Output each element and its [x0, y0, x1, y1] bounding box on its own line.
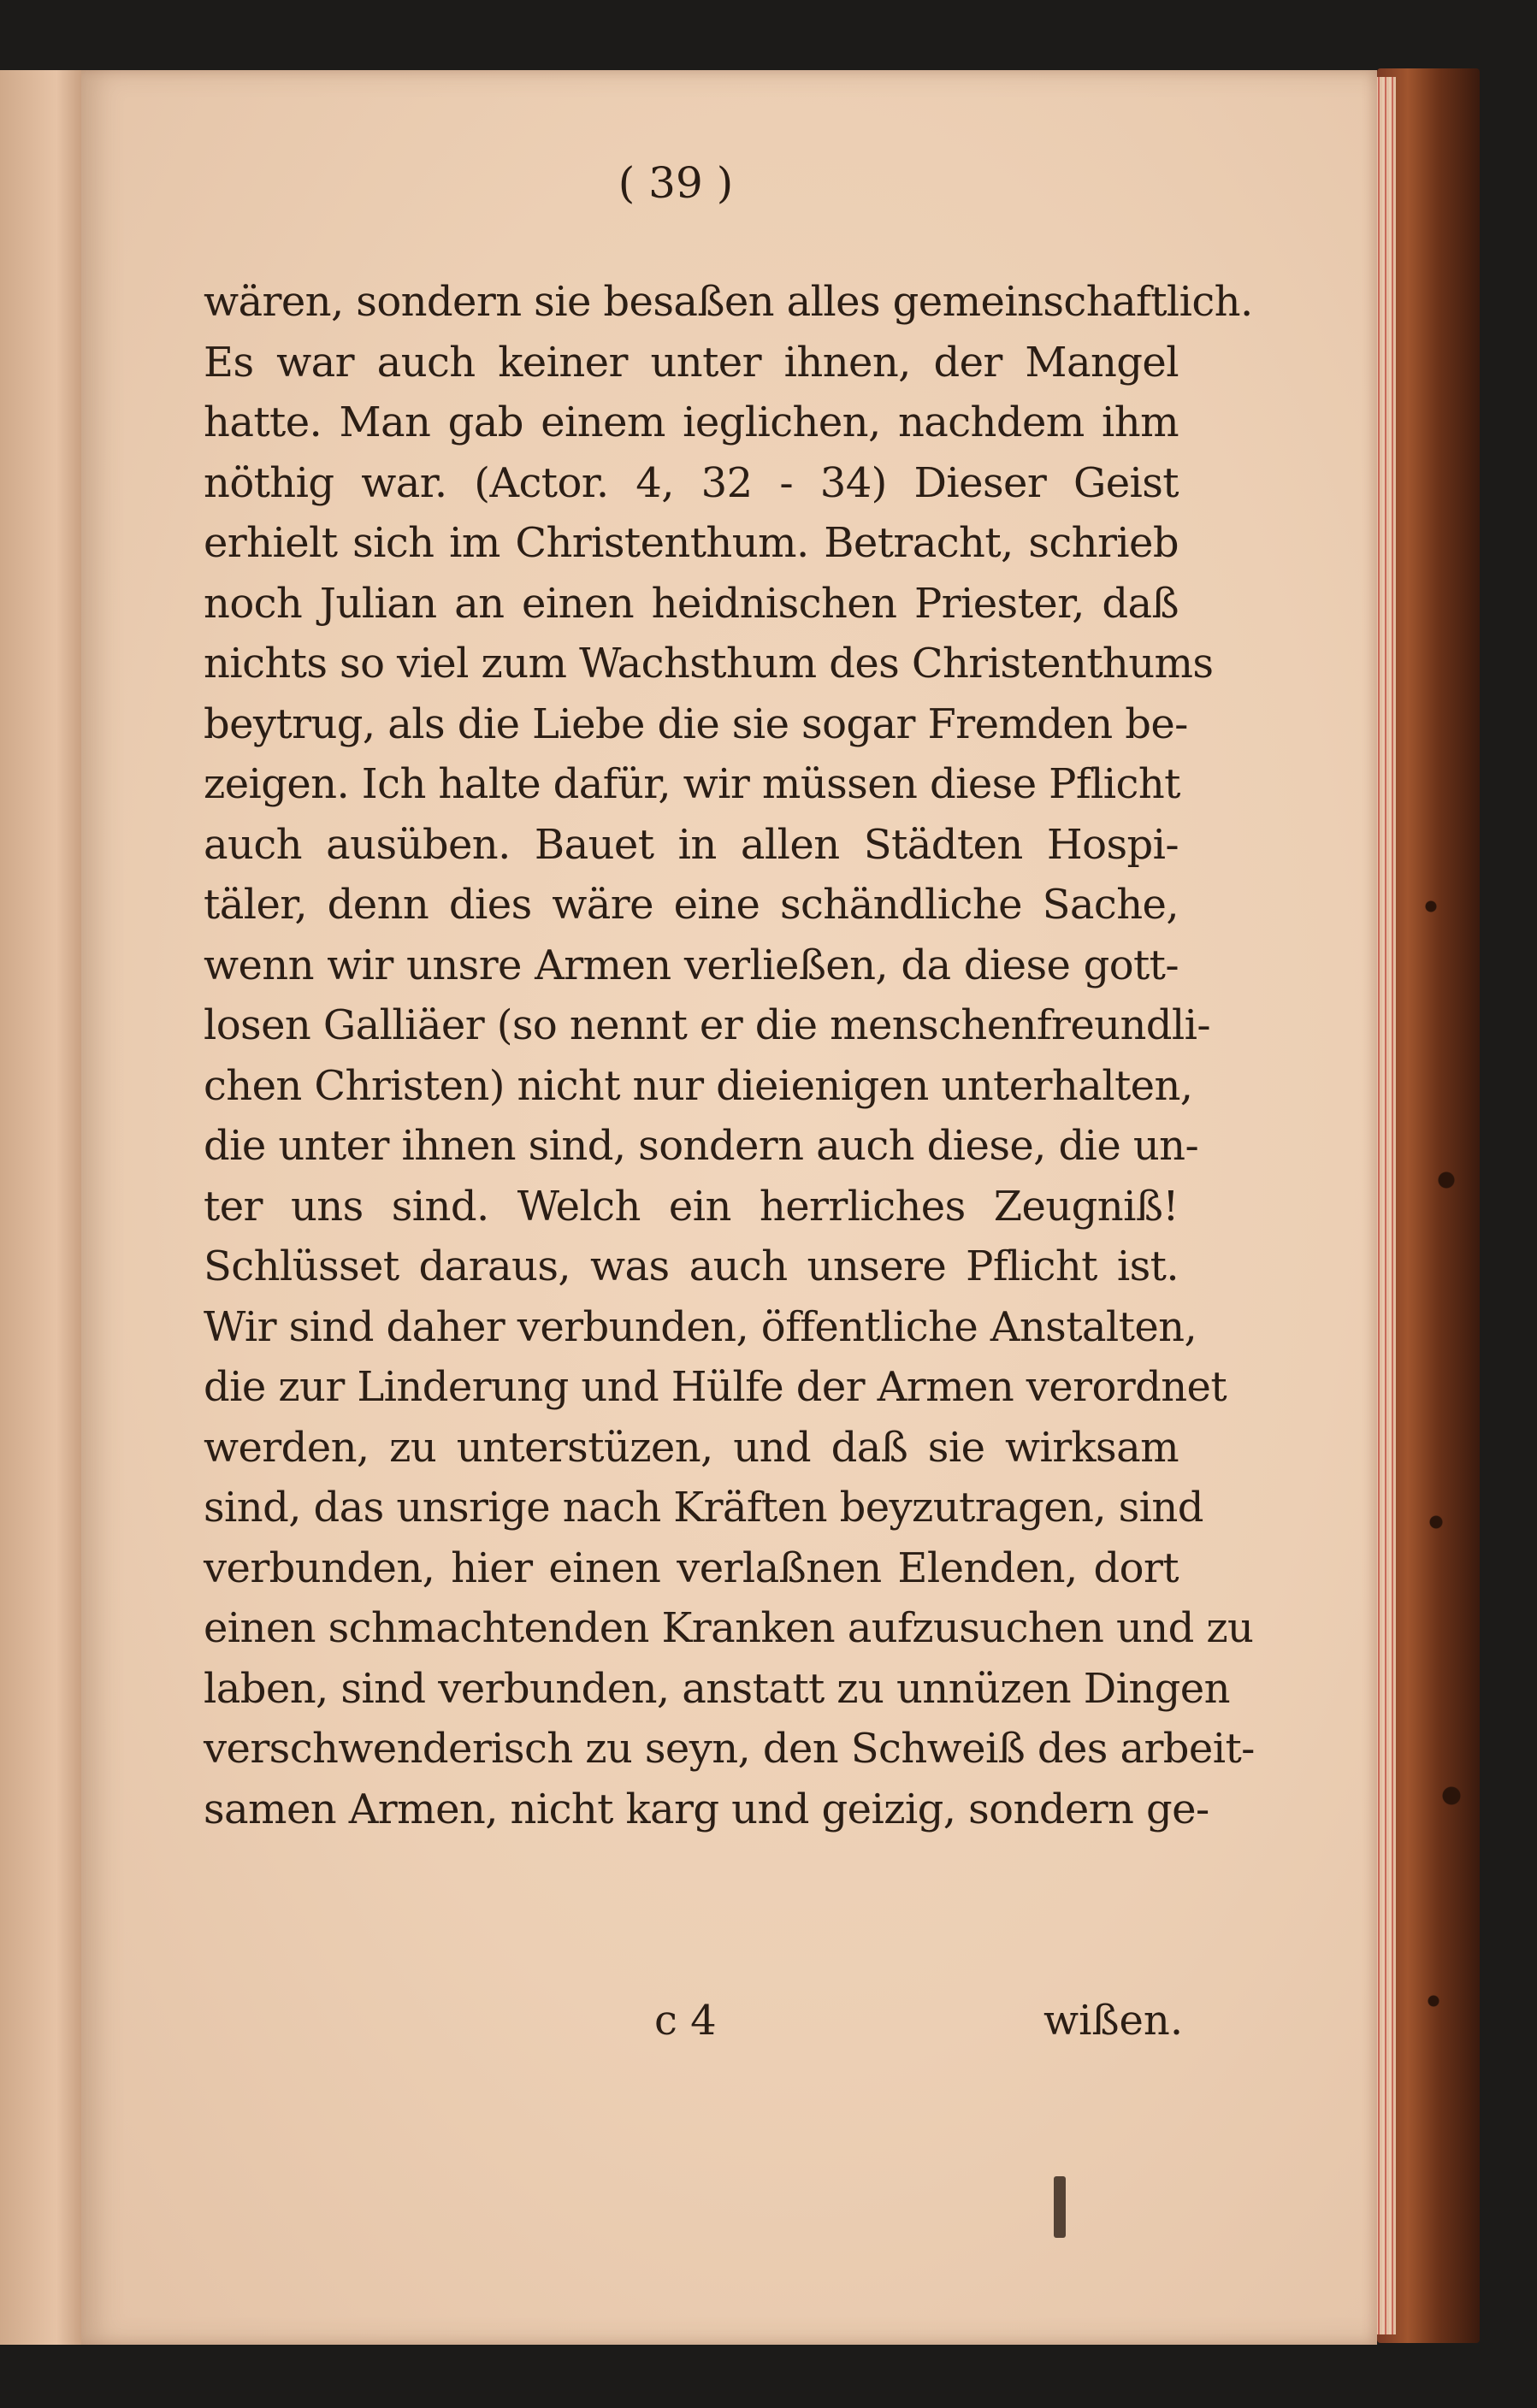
text-line: nöthig war. (Actor. 4, 32 - 34) Dieser Geist [204, 458, 1179, 507]
text-line: sind, das unsrige nach Kräften beyzutragen, sind [204, 1484, 1203, 1532]
text-line: einen schmachtenden Kranken aufzusuchen und zu [204, 1604, 1254, 1652]
text-line: Schlüsset daraus, was auch unsere Pflicht ist. [204, 1242, 1179, 1290]
text-line: beytrug, als die Liebe die sie sogar Fremden be- [204, 699, 1188, 748]
text-line: auch ausüben. Bauet in allen Städten Hospi- [204, 820, 1179, 869]
facing-page-edge [0, 70, 94, 2345]
text-line: nichts so viel zum Wachsthum des Christenthums [204, 640, 1214, 688]
text-line: verbunden, hier einen verlaßnen Elenden, dort [204, 1543, 1179, 1592]
text-line: laben, sind verbunden, anstatt zu unnüzen Dingen [204, 1664, 1230, 1713]
text-line: wenn wir unsre Armen verließen, da diese gott- [204, 941, 1179, 989]
text-line: zeigen. Ich halte dafür, wir müssen diese Pflicht [204, 760, 1180, 808]
text-line: Es war auch keiner unter ihnen, der Mangel [204, 338, 1179, 387]
text-line: chen Christen) nicht nur dieienigen unterhalten, [204, 1061, 1193, 1110]
text-line: wären, sondern sie besaßen alles gemeinschaftlich. [204, 278, 1253, 326]
body-text [204, 272, 1255, 1839]
text-line: noch Julian an einen heidnischen Priester, daß [204, 579, 1179, 628]
text-line: samen Armen, nicht karg und geizig, sondern ge- [204, 1785, 1209, 1833]
text-line: hatte. Man gab einem ieglichen, nachdem ihm [204, 398, 1179, 446]
text-line: Wir sind daher verbunden, öffentliche Anstalten, [204, 1302, 1197, 1351]
cover-stains [1416, 770, 1467, 2138]
text-line: täler, denn dies wäre eine schändliche Sache, [204, 881, 1179, 929]
signature-mark: c 4 [654, 1997, 717, 2045]
text-line: erhielt sich im Christenthum. Betracht, schrieb [204, 519, 1179, 567]
text-line: die zur Linderung und Hülfe der Armen verordnet [204, 1363, 1227, 1411]
text-line: verschwenderisch zu seyn, den Schweiß des arbeit- [204, 1725, 1255, 1773]
text-line: die unter ihnen sind, sondern auch diese, die un- [204, 1122, 1199, 1170]
page-number-header: ( 39 ) [618, 158, 734, 208]
text-line: werden, zu unterstüzen, und daß sie wirksam [204, 1423, 1179, 1472]
text-line: ter uns sind. Welch ein herrliches Zeugniß! [204, 1182, 1179, 1231]
text-line: losen Galliäer (so nennt er die menschenfreundli- [204, 1001, 1211, 1049]
catchword: wißen. [1043, 1997, 1184, 2045]
ink-mark [1054, 2176, 1066, 2238]
